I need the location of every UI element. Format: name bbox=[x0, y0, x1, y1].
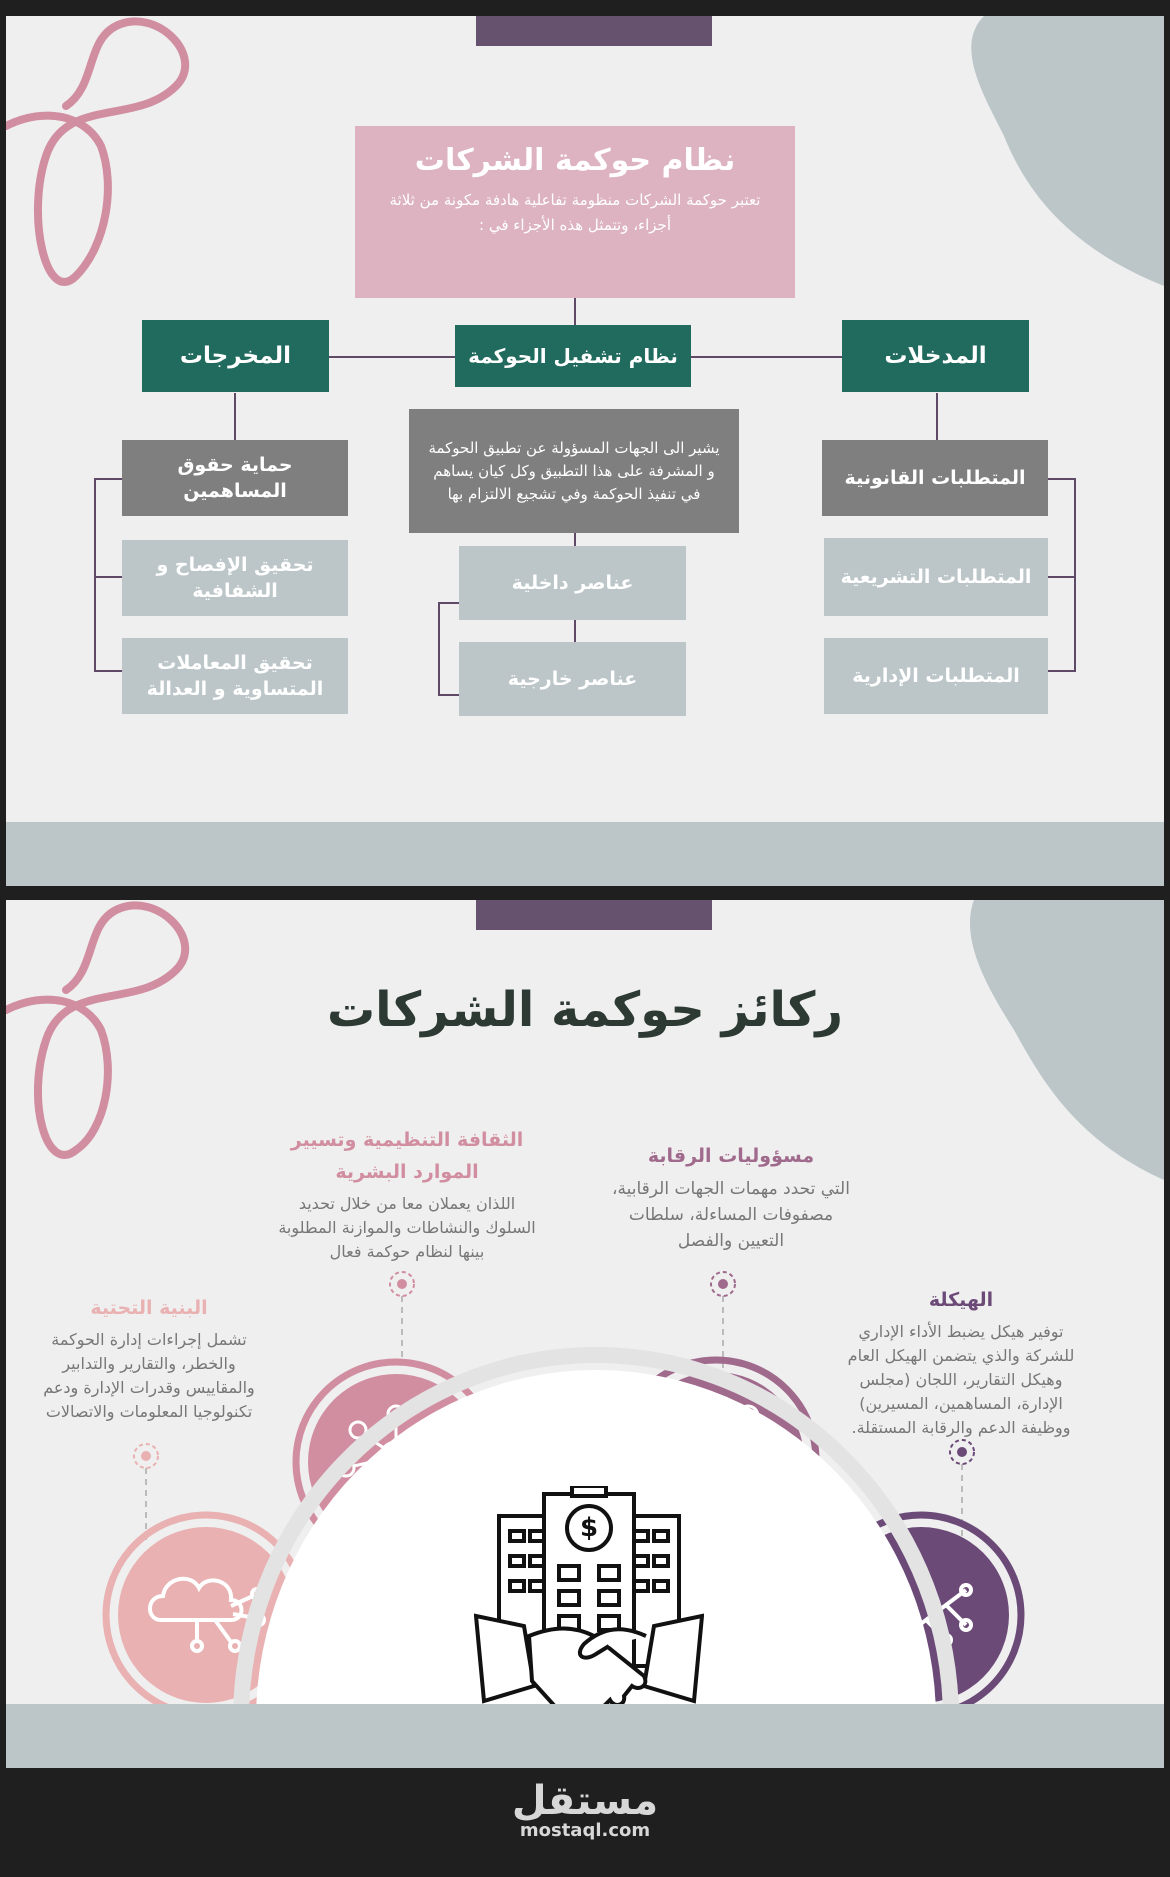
input-item: المتطلبات الإدارية bbox=[824, 638, 1048, 714]
pillar-title: الهيكلة bbox=[928, 1289, 994, 1311]
pillar-text: التي تحدد مهمات الجهات الرقابية، مصفوفات المساءلة، سلطات التعيين والفصل bbox=[612, 1179, 850, 1251]
connector-line bbox=[234, 393, 236, 441]
output-item: تحقيق الإفصاح و الشفافية bbox=[122, 540, 348, 616]
pillar-title: مسؤوليات الرقابة bbox=[647, 1145, 815, 1167]
governance-system-slide bbox=[6, 16, 1164, 886]
bracket-line bbox=[1074, 478, 1076, 671]
connector-line bbox=[328, 356, 458, 358]
operation-heading: نظام تشفيل الحوكمة bbox=[455, 325, 691, 387]
pillar-title: الثقافة التنظيمية وتسيير الموارد البشرية bbox=[290, 1129, 524, 1183]
mostaql-logo: مستقل bbox=[511, 1778, 659, 1824]
pillar-text: تشمل إجراءات إدارة الحوكمة والخطر، والتقارير والتدابير والمقاييس وقدرات الإدارة ودعم تكنولوجيا المعلومات والاتصالات bbox=[43, 1330, 255, 1421]
slide-title: ركائز حوكمة الشركات bbox=[326, 982, 844, 1038]
decorative-blob bbox=[964, 16, 1164, 286]
connector-line bbox=[936, 393, 938, 441]
input-item: المتطلبات التشريعية bbox=[824, 538, 1048, 616]
pillar-title: البنية التحتية bbox=[90, 1297, 208, 1319]
operation-item: عناصر خارجية bbox=[459, 642, 686, 716]
pillar-text: توفير هيكل يضبط الأداء الإداري للشركة والذي يتضمن الهيكل العام وهيكل التقارير، اللجان (مجلس الإدارة، المساهمين، المسيرين) ووظيفة الدعم والرقابة المستقلة. bbox=[847, 1322, 1075, 1437]
operation-item: عناصر داخلية bbox=[459, 546, 686, 620]
slide-intro: تعتبر حوكمة الشركات منظومة تفاعلية هادفة مكونة من ثلاثة أجزاء، وتتمثل هذه الأجزاء في : bbox=[389, 191, 761, 234]
svg-text:$: $ bbox=[579, 1513, 599, 1543]
bracket-line bbox=[438, 602, 440, 696]
mostaql-url: mostaql.com bbox=[519, 1820, 651, 1841]
bracket-line bbox=[94, 478, 96, 671]
decorative-squiggle bbox=[6, 16, 206, 296]
system-title-box bbox=[355, 126, 795, 298]
pillar-text: اللذان يعملان معا من خلال تحديد السلوك والنشاطات والموازنة المطلوبة بينها لنظام حوكمة فعال bbox=[278, 1194, 536, 1261]
output-item: تحقيق المعاملات المتساوية و العدالة bbox=[122, 638, 348, 714]
connector-line bbox=[574, 620, 576, 644]
slide-footer-bar bbox=[6, 822, 1164, 886]
output-item: حماية حقوق المساهمين bbox=[122, 440, 348, 516]
bracket-line bbox=[1046, 670, 1076, 672]
connector-line bbox=[691, 356, 846, 358]
input-item: المتطلبات القانونية bbox=[822, 440, 1048, 516]
top-accent-bar bbox=[476, 16, 712, 46]
slide-title: نظام حوكمة الشركات bbox=[414, 143, 736, 178]
governance-pillars-slide bbox=[6, 900, 1164, 1768]
bracket-line bbox=[1046, 576, 1076, 578]
outputs-heading: المخرجات bbox=[142, 320, 329, 392]
inputs-heading: المدخلات bbox=[842, 320, 1029, 392]
bracket-line bbox=[1046, 478, 1076, 480]
slide-footer-bar bbox=[6, 1704, 1164, 1768]
operation-description: يشير الى الجهات المسؤولة عن تطبيق الحوكمة و المشرفة على هذا التطبيق وكل كيان يساهم في تنفيذ الحوكمة وفي تشجيع الالتزام بها bbox=[409, 409, 739, 533]
